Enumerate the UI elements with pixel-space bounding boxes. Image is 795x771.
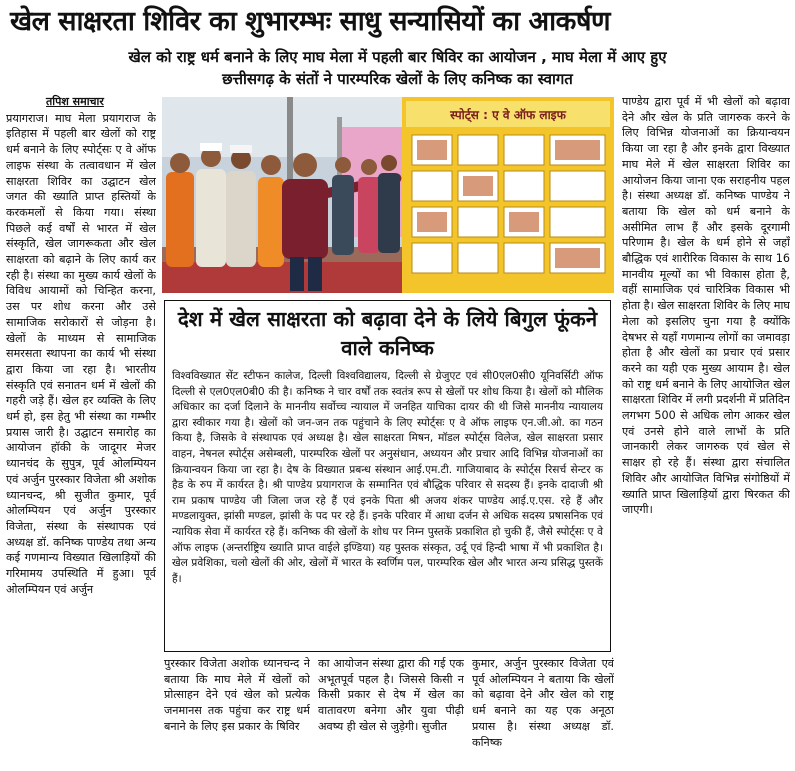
event-photo-illustration — [162, 97, 614, 293]
bottom-column-3: कुमार, अर्जुन पुरस्कार विजेता एवं पूर्व ओलम्पियन ने बताया कि खेलों को बढ़ावा देने और खेल को राष्ट्र धर्म बनाने का यह एक अनूठा प्रयास है। संस्था अध्यक्ष डॉ. कनिष्क — [472, 657, 614, 749]
bottom-column-1: पुरस्कार विजेता अशोक ध्यानचन्द ने बताया कि माघ मेले में खेलों को प्रोत्साहन देने एवं खेल को प्रत्येक जनमानस तक पहुंचा कर राष्ट्र धर्म बनाने के लिए इस प्रकार के षिविर — [164, 657, 310, 733]
banner-text: स्पोर्ट्स : ए वे ऑफ लाइफ — [450, 108, 566, 122]
profile-inset-box — [164, 300, 611, 652]
page-headline: खेल साक्षरता शिविर का शुभारम्भः साधु सन्यासियों का आकर्षण — [10, 6, 610, 37]
sub-headline-line-2: छत्तीसगढ़ के संतों ने पारम्परिक खेलों के लिए कनिष्क का स्वागत — [222, 70, 573, 88]
bottom-column-2: का आयोजन संस्था द्वारा की गई एक अभूतपूर्व पहल है। जिससे किसी न किसी प्रकार से देष में खेल का वातावरण बनेगा और युवा पीढ़ी अवष्य ही खेल से जुड़ेगी। सुजीत — [318, 657, 464, 733]
left-column — [6, 94, 156, 771]
byline: तपिश समाचार — [46, 95, 104, 108]
event-photo — [162, 97, 614, 293]
right-column: पाण्डेय द्वारा पूर्व में भी खेलों को बढ़ावा देने और खेल के प्रति जागरुक करने के लिए विभिन्न योजनाओं का क्रियान्वयन किया जा रहा है और इनके द्वारा विख्यात माघ मेले में खेल साक्षरता शिविर का आयोजन किया जाना एक सराहनीय पहल है। संस्था अध्यक्ष डॉ. कनिष्क पाण्डेय ने बताया कि खेल को धर्म बनाने के असीमित लाभ हैं और इसके दूरगामी परिणाम है। खेल के धर्म होने से जहाँ बौद्धिक एवं शारीरिक विकास के साथ 16 मानवीय मूल्यों का भी विकास होता है, वहीं सामाजिक एवं चारित्रिक विकास भी होता है। खेल साक्षरता शिविर के लिए माघ मेला को इसलिए चुना गया है क्योंकि देषभर से यहाँ गणमान्य लोगों का जमावड़ा होता है और खेलों का प्रचार एवं प्रसार करने का यही एक मुख्य आयाम है। खेल को राष्ट्र धर्म बनाने के लिए आयोजित खेल साक्षरता शिविर में लगी प्रदर्शनी में प्रतिदिन लगभग 500 से अधिक लोग आकर खेल एवं उनसे होने वाले लाभों के प्रति जानकारी लेकर जागरुक एवं खेल से साक्षर हो रहे हैं। संस्था द्वारा संचालित शिविर और आयोजित विभिन्न संगोष्ठियों में ख्याति प्राप्त खिलाड़ियों द्वारा षिरकत की जाएगी। — [622, 95, 790, 517]
inset-title: देश में खेल साक्षरता को बढ़ावा देने के लिये बिगुल फूंकने वाले कनिष्क — [177, 307, 598, 360]
sub-headline-line-1: खेल को राष्ट्र धर्म बनाने के लिए माघ मेला में पहली बार षिविर का आयोजन , माघ मेला में आए हुए — [128, 48, 667, 66]
sub-headline — [0, 46, 795, 90]
inset-body: विश्वविख्यात सेंट स्टीफन कालेज, दिल्ली विश्वविद्यालय, दिल्ली से ग्रेजुएट एवं सी0एल0सी0 यूनिवर्सिटी ऑफ दिल्ली से एल0एल0बी0 की है। कनिष्क ने चार वर्षों तक स्वतंत्र रूप से खेलों पर शोध किया है। खेलों को मौलिक अधिकार का दर्जा दिलाने के माननीय सर्वोच्च न्यायाल में जनहित याचिका दायर की थी जिसे माननीय न्यायालय द्वारा स्वीकार गया है। खेलों को जन-जन तक पहुंचाने के लिए स्पोर्ट्सः ए वे ऑफ लाइफ एन.जी.ओ. का गठन किया है, जिसके वे संस्थापक एवं अध्यक्ष है। खेल साक्षरता मिषन, मॉडल स्पोर्ट्स विलेज, खेल साक्षरता प्रसार वाहन, नेषनल स्पोर्ट्स असेम्बली, पारम्परिक खेलों पर अनुसंधान, अध्ययन और प्रचार आदि विभिन्न योजनाओं का क्रियान्वयन किया जा रहा है। देष के विख्यात प्रबन्ध संस्थान आई.एम.टी. गाजियाबाद के स्पोर्ट्स रिसर्च सेन्टर क हैड के रुप में कार्यरत है। श्री पाण्डेय प्रयागराज के सम्मानित एवं बौद्धिक परिवार से सदस्य हैं। इनके दादाजी श्री राम प्रकाष पाण्डेय जी जिला जज रहे हैं एवं इनके पिता श्री अजय शंकर पाण्डेय आई.ए.एस. रहे हैं और मण्डलायुक्त, झांसी मण्डल, झांसी के पद पर रहे हैं। इनके परिवार में आधा दर्जन से अधिक सदस्य प्रषासनिक एवं न्यायिक सेवा में कार्यरत रहे हैं। कनिष्क की खेलों के शोध पर निम्न पुस्तकें प्रकाशित हो चुकी हैं, जैसे स्पोर्ट्सः ए वे ऑफ लाइफ (अन्तर्राष्ट्रिय ख्याति प्राप्त वाईले इण्डिया) यह पुस्तक संस्कृत, उर्दू एवं हिन्दी भाषा में भी प्रकाशित है। खेल प्रवेशिका, चलो खेलों की ओर, खेलों में भारत के स्वर्णिम पल, पारम्परिक खेल और भारत अन्य प्रसिद्ध पुस्तकें हैं। — [172, 370, 603, 585]
left-column-text: प्रयागराज। माघ मेला प्रयागराज के इतिहास में पहली बार खेलों को राष्ट्र धर्म बनाने के लिए स्पोर्ट्सः ए वे ऑफ लाइफ संस्था के तत्वावधान में खेल साक्षरता शिविर का उद्घाटन खेल जगत की ख्याति प्राप्त हस्तियों के करकमलों से किया गया। संस्था पिछले कई वर्षों से भारत में खेल संस्कृति, खेल जागरूकता और खेल साक्षरता को बढ़ाने के लिए कार्य कर रही है। संस्था का मुख्य कार्य खेलों के विविध आयामों को चिन्हित करना, उस पर शोध करना और उसे सामाजिक सरोकारों से जोड़ना है। खेलों के माध्यम से सामाजिक समरसता स्थापना का कार्य भी संस्था द्वारा किया जा रहा है। भारतीय संस्कृति एवं सनातन धर्म में खेलों की गहरी जड़े हैं। खेल हर व्यक्ति के लिए धर्म हो, इस हेतु भी संस्था का गम्भीर प्रयास जारी है। उद्घाटन समारोह का आयोजन हॉकी के जादूगर मेजर ध्यानचंद के सुपुत्र, पूर्व ओलम्पियन एवं अर्जुन पुरस्कार विजेता श्री अशोक ध्यानचन्द, श्री सुजीत कुमार, पूर्व ओलम्पियन एवं अर्जुन पुरस्कार विजेता, संस्था के संस्थापक एवं अध्यक्ष डॉ. कनिष्क पाण्डेय तथा अन्य कई गणमान्य विख्यात खिलाड़ियों की गरिमामय उपस्थिति में हुआ। पूर्व ओलम्पियन एवं अर्जुन — [6, 111, 156, 596]
